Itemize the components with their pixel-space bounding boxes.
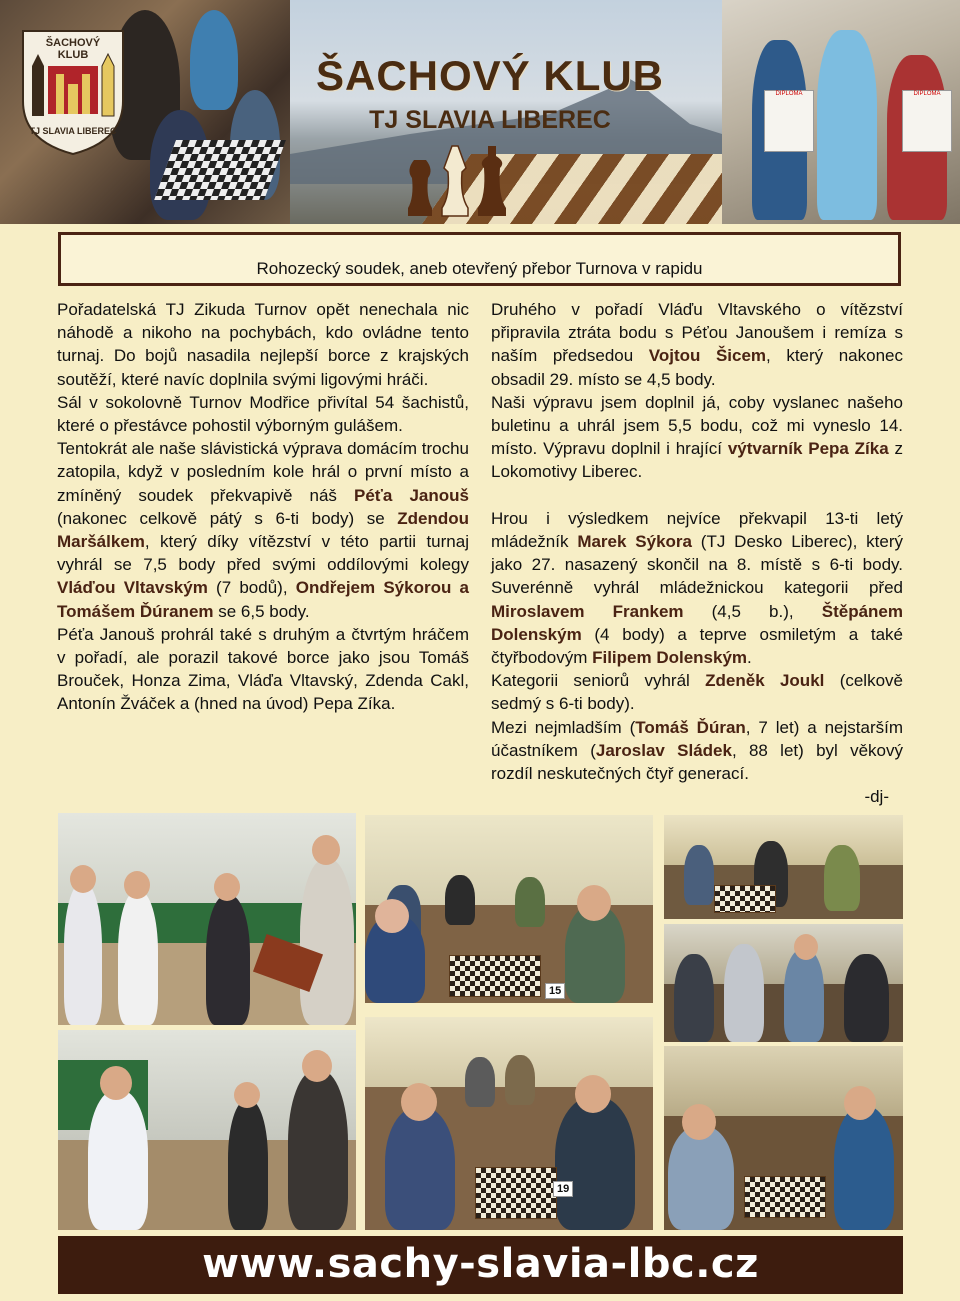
footer-bar: [58, 1236, 903, 1294]
board-number: 15: [545, 983, 565, 999]
photo-junior-players: [365, 1017, 653, 1230]
diploma-right: DIPLOMA: [902, 90, 952, 152]
club-logo: [18, 26, 128, 156]
paragraph: Kategorii seniorů vyhrál Zdeněk Joukl (celkově sedmý s 6-ti body).: [491, 671, 903, 714]
signature: -dj-: [864, 787, 889, 807]
photo-prize-winners: [58, 1030, 356, 1230]
paragraph: Sál v sokolovně Turnov Modřice přivítal 54 šachistů, které o přestávce pohostil výborným gulášem.: [57, 392, 469, 436]
article-column-right: [491, 298, 903, 808]
header-photo-kids: [722, 0, 960, 224]
paragraph: Péťa Janouš prohrál také s druhým a čtvrtým hráčem v pořadí, ale porazil takové borce jako jsou Tomáš Brouček, Honza Zima, Vláďa Vltavský, Zdenda Cakl, Antonín Žváček a (hned na úvod) Pepa Zíka.: [57, 624, 469, 714]
paragraph: Hrou i výsledkem nejvíce překvapil 13-ti letý mládežník Marek Sýkora (TJ Desko Liberec), který jako 27. nasazený skončil na 8. místě s 6-ti body. Suverénně vyhrál mládežnickou kategorii před Miroslavem Frankem (4,5 b.), Štěpánem Dolenským (4 body) a teprve osmiletým a také čtyřbodovým Filipem Dolenským.: [491, 508, 903, 668]
photo-players-group: [664, 924, 903, 1042]
club-title: ŠACHOVÝ KLUB: [315, 52, 665, 99]
photo-senior-game: [664, 1046, 903, 1230]
article-title: Rohozecký soudek, aneb otevřený přebor Turnova v rapidu: [256, 259, 703, 278]
svg-text:KLUB: KLUB: [57, 49, 89, 61]
paragraph: Druhého v pořadí Vláďu Vltavského o vítězství připravila ztráta bodu s Péťou Janoušem i remíza s naším předsedou Vojtou Šicem, který nakonec obsadil 29. místo se 4,5 body.: [491, 300, 903, 389]
board-number: 19: [553, 1181, 573, 1197]
diploma-left: DIPLOMA: [764, 90, 814, 152]
svg-text:ŠACHOVÝ: ŠACHOVÝ: [45, 37, 101, 49]
club-subtitle: TJ SLAVIA LIBEREC: [369, 106, 611, 134]
paragraph: Naši výpravu jsem doplnil já, coby vyslanec našeho buletinu a uhrál jsem 5,5 bodu, což mi vyneslo 14. místo. Výpravu doplnil i hrající výtvarník Pepa Zíka z Lokomotivy Liberec.: [491, 392, 903, 482]
paragraph: Tentokrát ale naše slávistická výprava domácím trochu zatopila, když v posledním kole hrál o první místo a zmíněný soudek překvapivě náš Péťa Janouš (nakonec celkově pátý s 6-ti body) se Zdendou Maršálkem, který díky vítězství v této partii turnaj vyhrál se 7,5 body před svými oddílovými kolegy Vláďou Vltavským (7 bodů), Ondřejem Sýkorou a Tomášem Ďúranem se 6,5 body.: [57, 439, 469, 621]
chess-pieces-icon: [398, 138, 528, 218]
paragraph: Pořadatelská TJ Zikuda Turnov opět nenechala nic náhodě a nikoho na pochybách, kdo ovládne tento turnaj. Do bojů nasadila nejlepší borce z krajských soutěží, které navíc doplnila svými ligovými hráči.: [57, 300, 469, 389]
paragraph: Mezi nejmladším (Tomáš Ďúran, 7 let) a nejstarším účastníkem (Jaroslav Sládek, 88 let) byl věkový rozdíl neskutečných čtyř generací.: [491, 717, 903, 784]
article-title-box: [58, 232, 901, 286]
article-column-left: [57, 298, 469, 716]
photo-players-row: [664, 815, 903, 919]
svg-text:TJ SLAVIA LIBEREC: TJ SLAVIA LIBEREC: [29, 126, 117, 136]
header-banner: [0, 0, 960, 224]
website-url[interactable]: www.sachy-slavia-lbc.cz: [202, 1241, 759, 1287]
photo-tournament-hall: [365, 815, 653, 1003]
photo-award-ceremony: [58, 813, 356, 1025]
